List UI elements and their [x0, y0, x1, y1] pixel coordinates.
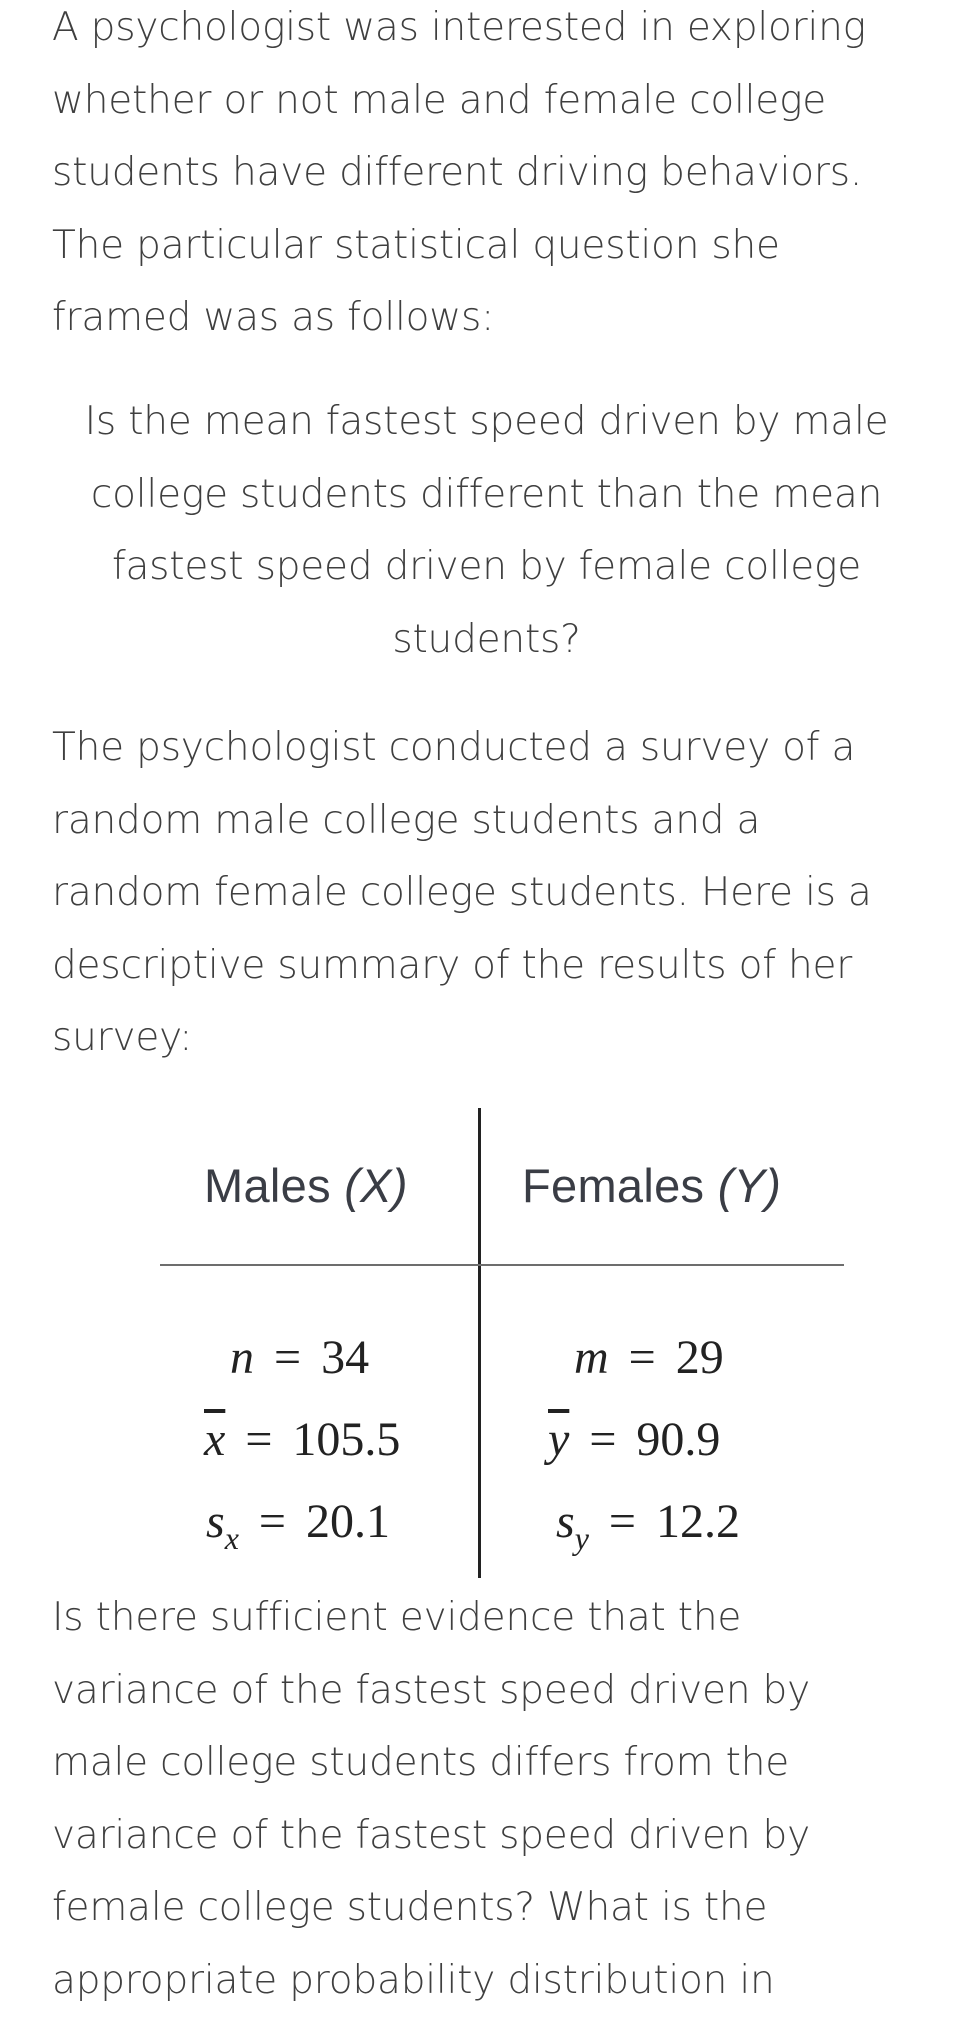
value: 105.5 — [292, 1413, 401, 1466]
equals-sign: = — [589, 1413, 617, 1466]
female-sample-sd — [556, 1494, 740, 1557]
males-column-header — [204, 1158, 408, 1213]
header-divider — [160, 1264, 844, 1266]
text-line: variance of the fastest speed driven by — [52, 1667, 810, 1713]
male-sample-sd — [206, 1494, 390, 1557]
males-header-label: Males — [204, 1159, 331, 1212]
male-sample-mean — [204, 1412, 400, 1467]
text-line: The psychologist conducted a survey of a — [52, 725, 856, 770]
male-sample-size — [230, 1330, 369, 1385]
subscript: x — [224, 1520, 239, 1556]
survey-paragraph — [52, 712, 932, 1075]
symbol: m — [574, 1331, 609, 1384]
text-line: variance of the fastest speed driven by — [52, 1812, 810, 1858]
equals-sign: = — [608, 1495, 636, 1548]
value: 12.2 — [655, 1495, 740, 1548]
text-line: Is there sufficient evidence that the — [52, 1595, 742, 1640]
text-line: The particular statistical question she — [52, 222, 780, 268]
summary-table — [160, 1108, 844, 1580]
intro-paragraph — [52, 0, 932, 355]
equals-sign: = — [258, 1495, 286, 1548]
equals-sign: = — [628, 1331, 656, 1384]
equals-sign: = — [245, 1413, 273, 1466]
males-header-variable: (X) — [344, 1159, 408, 1212]
symbol: s — [556, 1495, 575, 1548]
text-line: college students different than the mean — [90, 471, 883, 517]
females-header-label: Females — [522, 1159, 705, 1212]
closing-paragraph — [52, 1582, 932, 2017]
value: 20.1 — [305, 1495, 390, 1548]
female-sample-mean — [548, 1412, 720, 1467]
symbol: $\overline{x}$ — [204, 1413, 226, 1466]
text-line: Is the mean fastest speed driven by male — [84, 399, 889, 444]
text-line: descriptive summary of the results of her — [52, 942, 853, 988]
symbol: s — [206, 1495, 225, 1548]
text-line: appropriate probability distribution in — [52, 1957, 775, 2003]
text-line: framed was as follows: — [52, 295, 495, 340]
text-line: random female college students. Here is a — [52, 870, 872, 915]
text-line: female college students? What is the — [52, 1885, 768, 1930]
text-line: A psychologist was interested in exploring — [52, 5, 866, 50]
text-line: students have different driving behaviors. — [52, 150, 863, 195]
female-sample-size — [574, 1330, 724, 1385]
equals-sign: = — [274, 1331, 302, 1384]
text-line: survey: — [52, 1015, 193, 1060]
symbol: $\overline{y}$ — [548, 1413, 570, 1466]
symbol: n — [230, 1331, 254, 1384]
females-header-variable: (Y) — [717, 1159, 782, 1212]
text-line: students? — [392, 616, 581, 662]
subscript: y — [574, 1520, 589, 1556]
value: 34 — [321, 1331, 370, 1384]
text-line: whether or not male and female college — [52, 77, 827, 123]
column-divider — [478, 1108, 481, 1578]
value: 90.9 — [636, 1413, 721, 1466]
text-line: random male college students and a — [52, 797, 761, 843]
text-line: male college students differs from the — [52, 1740, 790, 1785]
research-question — [40, 386, 933, 676]
females-column-header — [522, 1158, 781, 1213]
value: 29 — [675, 1331, 724, 1384]
text-line: fastest speed driven by female college — [111, 544, 862, 589]
